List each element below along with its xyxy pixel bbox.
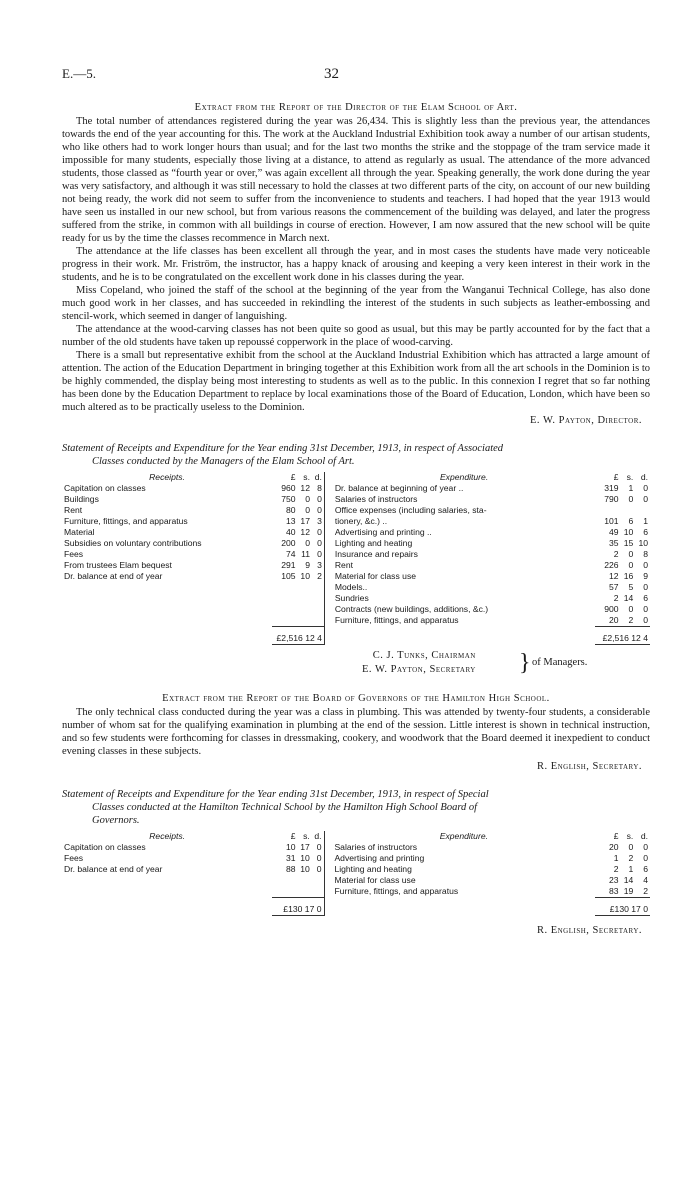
expenditure-pence: 0 <box>643 483 648 493</box>
expenditure-pounds: 49 <box>609 527 619 537</box>
chairman-signature: C. J. Tunks, Chairman <box>372 650 476 661</box>
column-divider <box>324 560 332 571</box>
parliamentary-paper-ref: E.—5. <box>62 66 96 81</box>
receipt-shillings <box>298 604 312 615</box>
expenditure-label: Salaries of instructors <box>334 494 418 504</box>
expenditure-shillings: 2 <box>628 853 634 863</box>
receipt-pounds <box>272 886 297 898</box>
statement1-table <box>62 472 650 645</box>
expenditure-shillings: 2 <box>628 615 634 625</box>
expenditure-shillings: 5 <box>628 582 634 592</box>
receipt-shillings <box>298 886 312 898</box>
receipt-label: From trustees Elam bequest <box>64 560 172 570</box>
expenditure-pounds: 20 <box>608 842 619 852</box>
column-divider <box>324 527 332 538</box>
expenditure-pence: 9 <box>643 571 648 581</box>
elam-paragraph-4: The attendance at the wood-carving classes has not been quite so good as usual, but this may be partly accounted for by the fact that a number of the old students have taken up repoussé copperwork in the place of wood-carving. <box>62 324 650 348</box>
receipt-pounds: 960 <box>281 483 296 493</box>
receipt-pence <box>312 615 324 627</box>
expenditure-pence: 0 <box>643 853 648 863</box>
receipt-pounds: 10 <box>285 842 296 852</box>
expenditure-label: tionery, &c.) .. <box>334 516 388 526</box>
receipt-label <box>62 593 272 604</box>
receipt-pounds: 80 <box>286 505 296 515</box>
expenditure-heading: Expenditure. <box>439 831 488 841</box>
statement2-secretary-signature: R. English, Secretary. <box>536 925 642 936</box>
table-row <box>62 516 650 527</box>
elam-paragraph-2: The attendance at the life classes has been excellent all through the year, and in most cases the students have made very noticeable progress in their work. Mr. Friström, the instructor, has a happy knack of arousing and keeping a very keen interest in their work in the students, and he is to be congratulated on the excellent work done in his classes during the year. <box>62 246 650 283</box>
receipt-pence <box>312 875 324 886</box>
receipt-shillings <box>298 582 312 593</box>
column-divider <box>324 538 332 549</box>
shillings-heading: s. <box>626 472 634 482</box>
column-divider <box>324 516 332 527</box>
receipt-shillings: 11 <box>301 549 310 559</box>
expenditure-pounds: 319 <box>604 483 619 493</box>
table-row <box>62 538 650 549</box>
receipt-label: Buildings <box>64 494 99 504</box>
expenditure-label: Lighting and heating <box>334 864 412 874</box>
receipt-pounds <box>272 875 297 886</box>
table-row <box>62 527 650 538</box>
statement1-heading-row <box>62 472 650 483</box>
expenditure-pounds: 2 <box>613 593 619 603</box>
receipt-shillings: 10 <box>300 571 310 581</box>
receipt-shillings: 0 <box>305 494 310 504</box>
column-divider <box>324 615 332 627</box>
expenditure-pounds: 226 <box>604 560 619 570</box>
table-row <box>62 886 650 898</box>
receipt-shillings <box>298 593 312 604</box>
receipt-pence: 0 <box>317 505 322 515</box>
statement2-title-line3: Governors. <box>92 815 140 826</box>
receipt-shillings: 17 <box>300 842 310 852</box>
receipt-pence: 0 <box>316 853 322 863</box>
expenditure-pence <box>635 505 650 516</box>
receipt-pounds: 31 <box>285 853 296 863</box>
receipt-pence <box>312 604 324 615</box>
column-divider <box>324 875 332 886</box>
expenditure-label: Advertising and printing <box>334 853 425 863</box>
expenditure-pounds: 2 <box>613 549 619 559</box>
table-row <box>62 593 650 604</box>
column-divider <box>324 898 332 916</box>
shillings-heading: s. <box>626 831 634 841</box>
expenditure-pence: 6 <box>643 864 648 874</box>
expenditure-shillings: 10 <box>623 527 634 537</box>
receipt-pounds: 13 <box>286 516 296 526</box>
expenditure-label: Rent <box>334 560 353 570</box>
receipt-label <box>62 875 272 886</box>
expenditure-shillings: 0 <box>628 604 634 614</box>
receipt-pence: 0 <box>317 549 322 559</box>
expenditure-pence: 0 <box>643 615 648 625</box>
elam-report-heading: Extract from the Report of the Director of the Elam School of Art. <box>194 102 518 113</box>
column-divider <box>324 549 332 560</box>
receipt-pence <box>312 593 324 604</box>
expenditure-heading: Expenditure. <box>439 472 489 482</box>
statement1-managers <box>62 649 650 685</box>
hamilton-report-heading: Extract from the Report of the Board of Governors of the Hamilton High School. <box>162 693 550 704</box>
expenditure-pounds: 790 <box>604 494 619 504</box>
expenditure-label: Models.. <box>334 582 368 592</box>
pounds-heading: £ <box>290 472 296 482</box>
table-row <box>62 549 650 560</box>
column-divider <box>324 627 332 645</box>
receipt-pence: 0 <box>317 538 322 548</box>
statement1-title <box>62 442 650 468</box>
totals-spacer <box>62 627 272 645</box>
receipt-label <box>62 604 272 615</box>
expenditure-shillings: 1 <box>628 483 634 493</box>
expenditure-pence: 6 <box>643 593 648 603</box>
column-divider <box>324 494 332 505</box>
receipt-pounds <box>272 593 298 604</box>
expenditure-shillings <box>621 505 636 516</box>
receipt-pounds: 200 <box>281 538 296 548</box>
table-row <box>62 505 650 516</box>
elam-paragraph-5: There is a small but representative exhibit from the school at the Auckland Industrial Exhibition which has attracted a large amount of attention. The action of the Education Department in bringing together at this Exhibition work from all the art schools in the Dominion is to be highly commended, the display being most interesting to students as well as to the public. In this connexion I regret that so far nothing has been done by the Education Department to replace by local examinations those of the Board of Education, London, which have been so much altered as to be practically useless to the Dominion. <box>62 350 650 413</box>
expenditure-pence: 0 <box>643 494 648 504</box>
expenditure-shillings: 16 <box>623 571 634 581</box>
expenditure-label: Material for class use <box>334 571 417 581</box>
document-page <box>62 0 650 938</box>
receipt-pence: 0 <box>316 864 322 874</box>
receipt-shillings: 10 <box>300 864 310 874</box>
totals-spacer <box>333 627 596 645</box>
pounds-heading: £ <box>613 472 619 482</box>
receipt-pounds: 105 <box>281 571 296 581</box>
receipt-shillings: 9 <box>305 560 310 570</box>
receipt-shillings: 10 <box>300 853 310 863</box>
expenditure-pounds: 57 <box>609 582 619 592</box>
expenditure-shillings: 14 <box>623 875 634 885</box>
pence-heading: d. <box>640 831 648 841</box>
table-row <box>62 582 650 593</box>
expenditure-shillings: 14 <box>623 593 634 603</box>
table-row <box>62 494 650 505</box>
pence-heading: d. <box>640 472 648 482</box>
column-divider <box>324 571 332 582</box>
expenditure-pence: 0 <box>643 560 648 570</box>
receipt-label: Capitation on classes <box>64 842 146 852</box>
table-row <box>62 853 650 864</box>
receipt-label: Furniture, fittings, and apparatus <box>64 516 188 526</box>
expenditure-pounds: 900 <box>604 604 619 614</box>
receipt-pounds <box>272 615 298 627</box>
receipt-label: Fees <box>64 853 84 863</box>
expenditure-pence: 10 <box>638 538 648 548</box>
receipt-label: Dr. balance at end of year <box>64 571 163 581</box>
expenditure-label: Dr. balance at beginning of year .. <box>334 483 464 493</box>
expenditure-pounds: 83 <box>608 886 619 896</box>
statement2-title-line2: Classes conducted at the Hamilton Technical School by the Hamilton High School Board of <box>92 802 478 813</box>
shillings-heading: s. <box>303 472 310 482</box>
pounds-heading: £ <box>613 831 619 841</box>
elam-paragraph-1: The total number of attendances registered during the year was 26,434. This is slightly less than the previous year, the attendances towards the end of the year accounting for this. The work at the Auckland Industrial Exhibition took away a number of our artisan students, who like others had to work longer hours than usual; and for the last two months the strike and the stoppage of the tram service made it impossible for many students, especially those living at a distance, to attend as regularly as usual. The attendance of the more advanced students, those classed as “fourth year or over,” was again excellent all through the year. Speaking generally, the work done during the year was very satisfactory, and although it was still necessary to hold the classes at two different parts of the city, on account of our new building not being ready, the work did not seem to suffer from the inconvenience to students and teachers. I had hoped that the year 1913 would have seen us installed in our new school, but from various reasons the commencement of the building was delayed, and later the progress suffered from the strike, in common with all buildings in course of erection. However, I am now assured that the new school will be quite ready for us by the time the classes recommence in March next. <box>62 116 650 244</box>
expenditure-pence: 0 <box>643 604 648 614</box>
expenditure-pence: 0 <box>643 582 648 592</box>
column-divider <box>324 886 332 898</box>
receipt-pounds: 40 <box>286 527 296 537</box>
pence-heading: d. <box>314 472 322 482</box>
column-divider <box>324 505 332 516</box>
expenditure-shillings: 0 <box>628 549 634 559</box>
statement1-title-line1: Statement of Receipts and Expenditure for the Year ending 31st December, 1913, in respect of Associated <box>62 443 504 454</box>
expenditure-pounds: 1 <box>613 853 619 863</box>
expenditure-pence: 6 <box>643 527 648 537</box>
column-divider <box>324 604 332 615</box>
receipt-shillings <box>298 875 312 886</box>
receipt-pence: 8 <box>317 483 322 493</box>
receipt-label: Subsidies on voluntary contributions <box>64 538 202 548</box>
elam-director-signature: E. W. Payton, Director. <box>529 415 642 426</box>
of-managers-label: of Managers. <box>532 657 588 668</box>
expenditure-shillings: 1 <box>628 864 634 874</box>
statement2-title-line1: Statement of Receipts and Expenditure for the Year ending 31st December, 1913, in respect of Special <box>62 789 489 800</box>
expenditure-shillings: 0 <box>628 494 634 504</box>
receipt-label <box>62 582 272 593</box>
column-divider <box>324 483 332 494</box>
receipt-pence: 0 <box>317 527 322 537</box>
receipt-shillings: 0 <box>305 538 310 548</box>
hamilton-paragraph: The only technical class conducted during the year was a class in plumbing. This was attended by twenty-four students, a considerable number of whom sat for the qualifying examination in plumbing at the end of the session. Little interest is shown in technical instruction, and so few students were forthcoming for classes in dressmaking, cookery, and woodwork that the Board deemed it inexpedient to conduct evening classes in these subjects. <box>62 707 650 757</box>
expenditure-label: Salaries of instructors <box>334 842 418 852</box>
total-expenditure: £130 17 0 <box>595 898 650 916</box>
brace-glyph: } <box>519 650 531 676</box>
expenditure-pounds <box>595 505 620 516</box>
page-number: 32 <box>324 66 339 82</box>
expenditure-pounds: 101 <box>604 516 619 526</box>
receipt-pence: 3 <box>317 560 322 570</box>
column-divider <box>324 853 332 864</box>
shillings-heading: s. <box>303 831 310 841</box>
expenditure-pounds: 12 <box>609 571 619 581</box>
receipt-shillings: 0 <box>305 505 310 515</box>
totals-spacer <box>332 898 595 916</box>
expenditure-pence: 4 <box>643 875 648 885</box>
receipt-shillings: 12 <box>300 483 310 493</box>
elam-paragraph-3: Miss Copeland, who joined the staff of the school at the beginning of the year from the Wanganui Technical College, has also done much good work in her classes, and has succeeded in rekindling the interest of the students in such subjects as leather-embossing and stencil-work, which seemed in danger of languishing. <box>62 285 650 322</box>
statement2-table <box>62 831 650 916</box>
expenditure-pence: 2 <box>643 886 648 896</box>
pounds-heading: £ <box>290 831 296 841</box>
table-row <box>62 483 650 494</box>
receipt-label: Dr. balance at end of year <box>64 864 163 874</box>
expenditure-pounds: 20 <box>609 615 619 625</box>
page-header <box>62 66 650 86</box>
receipt-pounds: 291 <box>281 560 296 570</box>
expenditure-pounds: 35 <box>609 538 619 548</box>
receipt-pence: 3 <box>317 516 322 526</box>
receipt-label <box>62 615 272 627</box>
expenditure-shillings: 0 <box>628 560 634 570</box>
total-receipts: £2,516 12 4 <box>272 627 324 645</box>
receipt-shillings: 12 <box>300 527 310 537</box>
expenditure-label: Sundries <box>334 593 369 603</box>
expenditure-label: Material for class use <box>334 875 416 885</box>
table-row <box>62 604 650 615</box>
table-row <box>62 615 650 627</box>
expenditure-pounds: 2 <box>613 864 619 874</box>
statement2-heading-row <box>62 831 650 842</box>
totals-spacer <box>62 898 272 916</box>
table-row <box>62 571 650 582</box>
receipts-heading: Receipts. <box>149 831 186 841</box>
receipt-label: Fees <box>64 549 84 559</box>
elam-report-body <box>62 115 650 414</box>
receipt-shillings: 17 <box>300 516 310 526</box>
expenditure-shillings: 19 <box>623 886 634 896</box>
column-divider <box>324 593 332 604</box>
expenditure-label: Insurance and repairs <box>334 549 418 559</box>
secretary-signature: E. W. Payton, Secretary <box>362 664 476 675</box>
receipt-pence: 0 <box>316 842 322 852</box>
statement2-title <box>62 788 650 827</box>
total-receipts: £130 17 0 <box>272 898 324 916</box>
receipt-label <box>62 886 272 898</box>
receipt-label: Rent <box>64 505 83 515</box>
expenditure-shillings: 0 <box>628 842 634 852</box>
total-expenditure: £2,516 12 4 <box>595 627 650 645</box>
expenditure-shillings: 6 <box>628 516 634 526</box>
column-divider <box>324 864 332 875</box>
expenditure-label: Furniture, fittings, and apparatus <box>334 615 459 625</box>
receipt-pounds: 750 <box>281 494 296 504</box>
receipt-pounds: 74 <box>286 549 296 559</box>
totals-row <box>62 898 650 916</box>
statement1-title-line2: Classes conducted by the Managers of the Elam School of Art. <box>92 456 355 467</box>
pence-heading: d. <box>314 831 322 841</box>
totals-row <box>62 627 650 645</box>
receipt-label: Material <box>64 527 95 537</box>
receipt-pounds: 88 <box>285 864 296 874</box>
receipt-pence <box>312 582 324 593</box>
expenditure-pence: 1 <box>643 516 648 526</box>
expenditure-label: Office expenses (including salaries, sta- <box>334 505 487 515</box>
receipt-pence: 0 <box>317 494 322 504</box>
table-row <box>62 864 650 875</box>
receipt-pounds <box>272 604 298 615</box>
expenditure-label: Lighting and heating <box>334 538 413 548</box>
receipts-heading: Receipts. <box>149 472 185 482</box>
column-divider <box>324 842 332 853</box>
expenditure-label: Contracts (new buildings, additions, &c.) <box>334 604 489 614</box>
table-row <box>62 875 650 886</box>
table-row <box>62 560 650 571</box>
receipt-shillings <box>298 615 312 627</box>
expenditure-shillings: 15 <box>623 538 634 548</box>
expenditure-pence: 0 <box>643 842 648 852</box>
expenditure-pounds: 23 <box>608 875 619 885</box>
receipt-pence <box>312 886 324 898</box>
hamilton-secretary-signature: R. English, Secretary. <box>536 761 642 772</box>
expenditure-pence: 8 <box>643 549 648 559</box>
table-row <box>62 842 650 853</box>
expenditure-label: Advertising and printing .. <box>334 527 432 537</box>
receipt-pence: 2 <box>317 571 322 581</box>
column-divider <box>324 582 332 593</box>
receipt-label: Capitation on classes <box>64 483 146 493</box>
receipt-pounds <box>272 582 298 593</box>
expenditure-label: Furniture, fittings, and apparatus <box>334 886 459 896</box>
